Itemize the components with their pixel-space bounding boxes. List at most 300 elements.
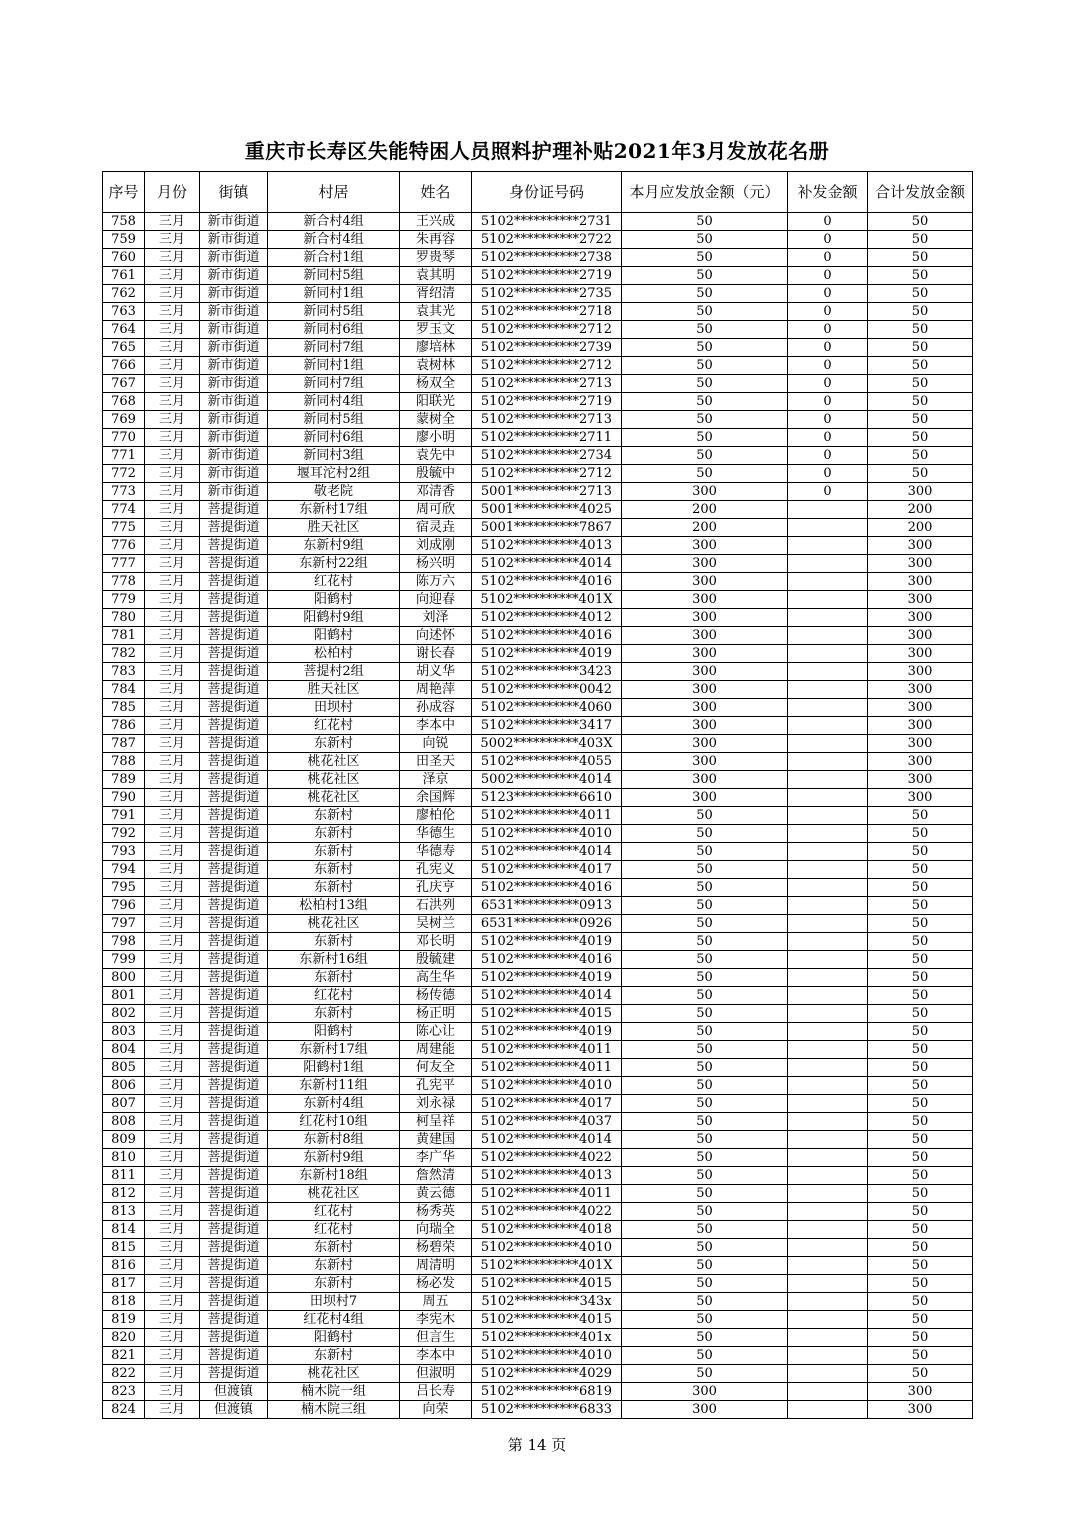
id-number-cell: 5102**********4011 [472, 1041, 622, 1059]
due-amount-cell: 50 [622, 267, 788, 285]
supplement-amount-cell [788, 1365, 868, 1383]
supplement-amount-cell [788, 987, 868, 1005]
street-cell: 菩提街道 [200, 1329, 268, 1347]
village-cell: 新同村4组 [268, 393, 400, 411]
month-cell: 三月 [145, 717, 200, 735]
street-cell: 菩提街道 [200, 1365, 268, 1383]
seq-cell: 783 [103, 663, 145, 681]
village-cell: 新合村4组 [268, 231, 400, 249]
supplement-amount-cell [788, 627, 868, 645]
header-total-amount: 合计发放金额 [868, 172, 973, 213]
due-amount-cell: 50 [622, 447, 788, 465]
total-amount-cell: 200 [868, 501, 973, 519]
total-amount-cell: 50 [868, 1257, 973, 1275]
street-cell: 菩提街道 [200, 1311, 268, 1329]
village-cell: 东新村18组 [268, 1167, 400, 1185]
supplement-amount-cell [788, 879, 868, 897]
id-number-cell: 5102**********401X [472, 1257, 622, 1275]
month-cell: 三月 [145, 375, 200, 393]
village-cell: 桃花社区 [268, 1185, 400, 1203]
id-number-cell: 5102**********2722 [472, 231, 622, 249]
supplement-amount-cell [788, 1203, 868, 1221]
table-row [103, 1329, 973, 1347]
street-cell: 新市街道 [200, 267, 268, 285]
village-cell: 红花村 [268, 1221, 400, 1239]
supplement-amount-cell [788, 825, 868, 843]
supplement-amount-cell [788, 591, 868, 609]
table-row [103, 555, 973, 573]
total-amount-cell: 50 [868, 267, 973, 285]
village-cell: 楠木院三组 [268, 1401, 400, 1419]
total-amount-cell: 50 [868, 1329, 973, 1347]
seq-cell: 788 [103, 753, 145, 771]
table-row [103, 483, 973, 501]
village-cell: 东新村 [268, 1275, 400, 1293]
supplement-amount-cell: 0 [788, 465, 868, 483]
table-row [103, 573, 973, 591]
due-amount-cell: 50 [622, 933, 788, 951]
supplement-amount-cell [788, 1293, 868, 1311]
month-cell: 三月 [145, 249, 200, 267]
total-amount-cell: 300 [868, 483, 973, 501]
month-cell: 三月 [145, 429, 200, 447]
supplement-amount-cell [788, 663, 868, 681]
total-amount-cell: 50 [868, 1275, 973, 1293]
name-cell: 孙成容 [400, 699, 472, 717]
month-cell: 三月 [145, 321, 200, 339]
name-cell: 邓长明 [400, 933, 472, 951]
name-cell: 向瑞全 [400, 1221, 472, 1239]
seq-cell: 767 [103, 375, 145, 393]
village-cell: 松柏村 [268, 645, 400, 663]
village-cell: 胜天社区 [268, 681, 400, 699]
street-cell: 新市街道 [200, 447, 268, 465]
table-row [103, 1041, 973, 1059]
seq-cell: 776 [103, 537, 145, 555]
supplement-amount-cell [788, 735, 868, 753]
street-cell: 菩提街道 [200, 861, 268, 879]
village-cell: 阳鹤村 [268, 1023, 400, 1041]
name-cell: 向荣 [400, 1401, 472, 1419]
id-number-cell: 5102**********4014 [472, 555, 622, 573]
seq-cell: 810 [103, 1149, 145, 1167]
village-cell: 桃花社区 [268, 915, 400, 933]
seq-cell: 799 [103, 951, 145, 969]
name-cell: 陈万六 [400, 573, 472, 591]
table-row [103, 1077, 973, 1095]
total-amount-cell: 50 [868, 1347, 973, 1365]
village-cell: 田坝村 [268, 699, 400, 717]
month-cell: 三月 [145, 627, 200, 645]
header-seq: 序号 [103, 172, 145, 213]
month-cell: 三月 [145, 1167, 200, 1185]
table-row [103, 231, 973, 249]
village-cell: 东新村9组 [268, 1149, 400, 1167]
village-cell: 阳鹤村9组 [268, 609, 400, 627]
seq-cell: 806 [103, 1077, 145, 1095]
id-number-cell: 5102**********3423 [472, 663, 622, 681]
month-cell: 三月 [145, 1077, 200, 1095]
name-cell: 周五 [400, 1293, 472, 1311]
month-cell: 三月 [145, 555, 200, 573]
id-number-cell: 5102**********4010 [472, 1239, 622, 1257]
street-cell: 菩提街道 [200, 1059, 268, 1077]
table-row [103, 1311, 973, 1329]
supplement-amount-cell [788, 771, 868, 789]
name-cell: 殷毓建 [400, 951, 472, 969]
id-number-cell: 5102**********4010 [472, 1347, 622, 1365]
table-row [103, 357, 973, 375]
month-cell: 三月 [145, 771, 200, 789]
due-amount-cell: 50 [622, 1311, 788, 1329]
month-cell: 三月 [145, 825, 200, 843]
street-cell: 菩提街道 [200, 789, 268, 807]
name-cell: 朱再容 [400, 231, 472, 249]
village-cell: 胜天社区 [268, 519, 400, 537]
table-row [103, 285, 973, 303]
id-number-cell: 5102**********4019 [472, 969, 622, 987]
supplement-amount-cell: 0 [788, 357, 868, 375]
due-amount-cell: 50 [622, 1293, 788, 1311]
id-number-cell: 5102**********4017 [472, 1095, 622, 1113]
street-cell: 菩提街道 [200, 699, 268, 717]
table-row [103, 645, 973, 663]
street-cell: 菩提街道 [200, 1185, 268, 1203]
seq-cell: 809 [103, 1131, 145, 1149]
total-amount-cell: 50 [868, 1095, 973, 1113]
month-cell: 三月 [145, 933, 200, 951]
due-amount-cell: 50 [622, 339, 788, 357]
due-amount-cell: 300 [622, 663, 788, 681]
seq-cell: 824 [103, 1401, 145, 1419]
street-cell: 菩提街道 [200, 771, 268, 789]
id-number-cell: 5102**********4019 [472, 645, 622, 663]
due-amount-cell: 200 [622, 519, 788, 537]
table-row [103, 807, 973, 825]
month-cell: 三月 [145, 1239, 200, 1257]
street-cell: 菩提街道 [200, 519, 268, 537]
name-cell: 何友全 [400, 1059, 472, 1077]
month-cell: 三月 [145, 537, 200, 555]
name-cell: 吕长寿 [400, 1383, 472, 1401]
supplement-amount-cell: 0 [788, 375, 868, 393]
due-amount-cell: 50 [622, 915, 788, 933]
total-amount-cell: 300 [868, 735, 973, 753]
total-amount-cell: 300 [868, 717, 973, 735]
table-row [103, 663, 973, 681]
table-row [103, 249, 973, 267]
supplement-amount-cell [788, 789, 868, 807]
id-number-cell: 5102**********2735 [472, 285, 622, 303]
id-number-cell: 6531**********0913 [472, 897, 622, 915]
village-cell: 东新村 [268, 1257, 400, 1275]
street-cell: 新市街道 [200, 429, 268, 447]
village-cell: 东新村9组 [268, 537, 400, 555]
supplement-amount-cell [788, 861, 868, 879]
id-number-cell: 5102**********2713 [472, 375, 622, 393]
due-amount-cell: 50 [622, 429, 788, 447]
supplement-amount-cell [788, 573, 868, 591]
month-cell: 三月 [145, 1203, 200, 1221]
name-cell: 李本中 [400, 1347, 472, 1365]
due-amount-cell: 300 [622, 1401, 788, 1419]
seq-cell: 763 [103, 303, 145, 321]
total-amount-cell: 300 [868, 1401, 973, 1419]
id-number-cell: 5002**********403X [472, 735, 622, 753]
supplement-amount-cell [788, 1185, 868, 1203]
table-row [103, 393, 973, 411]
supplement-amount-cell: 0 [788, 321, 868, 339]
due-amount-cell: 50 [622, 843, 788, 861]
supplement-amount-cell: 0 [788, 285, 868, 303]
name-cell: 黄建国 [400, 1131, 472, 1149]
village-cell: 东新村 [268, 825, 400, 843]
name-cell: 杨秀英 [400, 1203, 472, 1221]
street-cell: 菩提街道 [200, 1203, 268, 1221]
name-cell: 罗贵琴 [400, 249, 472, 267]
village-cell: 阳鹤村 [268, 591, 400, 609]
total-amount-cell: 50 [868, 1185, 973, 1203]
total-amount-cell: 50 [868, 1113, 973, 1131]
seq-cell: 789 [103, 771, 145, 789]
total-amount-cell: 300 [868, 1383, 973, 1401]
name-cell: 刘成刚 [400, 537, 472, 555]
supplement-amount-cell [788, 1041, 868, 1059]
seq-cell: 807 [103, 1095, 145, 1113]
seq-cell: 793 [103, 843, 145, 861]
table-row [103, 321, 973, 339]
street-cell: 菩提街道 [200, 1005, 268, 1023]
seq-cell: 792 [103, 825, 145, 843]
id-number-cell: 5102**********4055 [472, 753, 622, 771]
id-number-cell: 5102**********4013 [472, 537, 622, 555]
supplement-amount-cell [788, 1095, 868, 1113]
month-cell: 三月 [145, 753, 200, 771]
seq-cell: 771 [103, 447, 145, 465]
due-amount-cell: 300 [622, 699, 788, 717]
total-amount-cell: 50 [868, 249, 973, 267]
total-amount-cell: 300 [868, 681, 973, 699]
seq-cell: 795 [103, 879, 145, 897]
total-amount-cell: 50 [868, 1131, 973, 1149]
header-supplement-amount: 补发金额 [788, 172, 868, 213]
due-amount-cell: 50 [622, 285, 788, 303]
table-row [103, 627, 973, 645]
seq-cell: 759 [103, 231, 145, 249]
village-cell: 新同村7组 [268, 339, 400, 357]
supplement-amount-cell [788, 1023, 868, 1041]
table-row [103, 1383, 973, 1401]
table-row [103, 915, 973, 933]
supplement-amount-cell [788, 969, 868, 987]
total-amount-cell: 50 [868, 933, 973, 951]
supplement-amount-cell [788, 1221, 868, 1239]
supplement-amount-cell: 0 [788, 411, 868, 429]
street-cell: 菩提街道 [200, 663, 268, 681]
total-amount-cell: 50 [868, 303, 973, 321]
total-amount-cell: 50 [868, 825, 973, 843]
supplement-amount-cell [788, 915, 868, 933]
due-amount-cell: 50 [622, 1005, 788, 1023]
month-cell: 三月 [145, 1023, 200, 1041]
village-cell: 东新村17组 [268, 501, 400, 519]
month-cell: 三月 [145, 681, 200, 699]
village-cell: 新同村6组 [268, 429, 400, 447]
month-cell: 三月 [145, 267, 200, 285]
total-amount-cell: 50 [868, 1041, 973, 1059]
village-cell: 东新村 [268, 861, 400, 879]
id-number-cell: 5102**********4014 [472, 843, 622, 861]
village-cell: 新合村4组 [268, 213, 400, 231]
total-amount-cell: 300 [868, 609, 973, 627]
name-cell: 孔宪平 [400, 1077, 472, 1095]
id-number-cell: 5102**********4060 [472, 699, 622, 717]
village-cell: 桃花社区 [268, 771, 400, 789]
supplement-amount-cell [788, 717, 868, 735]
street-cell: 菩提街道 [200, 681, 268, 699]
id-number-cell: 5102**********401X [472, 591, 622, 609]
month-cell: 三月 [145, 483, 200, 501]
street-cell: 新市街道 [200, 375, 268, 393]
table-row [103, 825, 973, 843]
village-cell: 新同村5组 [268, 411, 400, 429]
table-row [103, 1095, 973, 1113]
name-cell: 袁其明 [400, 267, 472, 285]
month-cell: 三月 [145, 789, 200, 807]
table-row [103, 1185, 973, 1203]
id-number-cell: 5102**********4016 [472, 879, 622, 897]
village-cell: 桃花社区 [268, 1365, 400, 1383]
seq-cell: 818 [103, 1293, 145, 1311]
street-cell: 新市街道 [200, 231, 268, 249]
month-cell: 三月 [145, 807, 200, 825]
table-row [103, 537, 973, 555]
table-row [103, 1365, 973, 1383]
month-cell: 三月 [145, 861, 200, 879]
month-cell: 三月 [145, 843, 200, 861]
name-cell: 向述怀 [400, 627, 472, 645]
due-amount-cell: 50 [622, 1221, 788, 1239]
village-cell: 新同村1组 [268, 357, 400, 375]
id-number-cell: 5102**********6833 [472, 1401, 622, 1419]
seq-cell: 761 [103, 267, 145, 285]
table-row [103, 447, 973, 465]
village-cell: 田坝村7 [268, 1293, 400, 1311]
village-cell: 东新村11组 [268, 1077, 400, 1095]
table-row [103, 1347, 973, 1365]
total-amount-cell: 50 [868, 339, 973, 357]
seq-cell: 760 [103, 249, 145, 267]
seq-cell: 768 [103, 393, 145, 411]
seq-cell: 800 [103, 969, 145, 987]
total-amount-cell: 200 [868, 519, 973, 537]
table-row [103, 681, 973, 699]
id-number-cell: 5102**********4010 [472, 825, 622, 843]
id-number-cell: 5001**********2713 [472, 483, 622, 501]
seq-cell: 775 [103, 519, 145, 537]
month-cell: 三月 [145, 735, 200, 753]
due-amount-cell: 50 [622, 465, 788, 483]
village-cell: 阳鹤村 [268, 1329, 400, 1347]
header-id-number: 身份证号码 [472, 172, 622, 213]
due-amount-cell: 50 [622, 1059, 788, 1077]
due-amount-cell: 300 [622, 735, 788, 753]
id-number-cell: 5123**********6610 [472, 789, 622, 807]
due-amount-cell: 50 [622, 213, 788, 231]
name-cell: 杨碧荣 [400, 1239, 472, 1257]
id-number-cell: 5102**********4016 [472, 573, 622, 591]
month-cell: 三月 [145, 1005, 200, 1023]
due-amount-cell: 300 [622, 591, 788, 609]
id-number-cell: 5102**********2718 [472, 303, 622, 321]
village-cell: 楠木院一组 [268, 1383, 400, 1401]
id-number-cell: 5102**********2711 [472, 429, 622, 447]
page-number: 第 14 页 [507, 1436, 567, 1454]
month-cell: 三月 [145, 609, 200, 627]
seq-cell: 820 [103, 1329, 145, 1347]
seq-cell: 781 [103, 627, 145, 645]
id-number-cell: 5102**********4013 [472, 1167, 622, 1185]
due-amount-cell: 50 [622, 969, 788, 987]
seq-cell: 773 [103, 483, 145, 501]
supplement-amount-cell [788, 1329, 868, 1347]
month-cell: 三月 [145, 1041, 200, 1059]
name-cell: 殷毓中 [400, 465, 472, 483]
name-cell: 宿灵垚 [400, 519, 472, 537]
name-cell: 廖柏伦 [400, 807, 472, 825]
table-row [103, 519, 973, 537]
id-number-cell: 5102**********2713 [472, 411, 622, 429]
due-amount-cell: 50 [622, 357, 788, 375]
due-amount-cell: 50 [622, 879, 788, 897]
name-cell: 向迎春 [400, 591, 472, 609]
month-cell: 三月 [145, 1329, 200, 1347]
due-amount-cell: 50 [622, 825, 788, 843]
due-amount-cell: 50 [622, 1347, 788, 1365]
name-cell: 李宪木 [400, 1311, 472, 1329]
village-cell: 东新村 [268, 1005, 400, 1023]
month-cell: 三月 [145, 213, 200, 231]
seq-cell: 790 [103, 789, 145, 807]
total-amount-cell: 50 [868, 285, 973, 303]
total-amount-cell: 50 [868, 231, 973, 249]
header-name: 姓名 [400, 172, 472, 213]
village-cell: 东新村17组 [268, 1041, 400, 1059]
name-cell: 袁树林 [400, 357, 472, 375]
table-row [103, 375, 973, 393]
village-cell: 菩提村2组 [268, 663, 400, 681]
supplement-amount-cell [788, 555, 868, 573]
id-number-cell: 5102**********4015 [472, 1275, 622, 1293]
total-amount-cell: 50 [868, 843, 973, 861]
name-cell: 向锐 [400, 735, 472, 753]
id-number-cell: 5001**********4025 [472, 501, 622, 519]
total-amount-cell: 300 [868, 753, 973, 771]
name-cell: 黄云德 [400, 1185, 472, 1203]
name-cell: 廖小明 [400, 429, 472, 447]
total-amount-cell: 300 [868, 627, 973, 645]
seq-cell: 785 [103, 699, 145, 717]
id-number-cell: 5001**********7867 [472, 519, 622, 537]
month-cell: 三月 [145, 339, 200, 357]
supplement-amount-cell [788, 645, 868, 663]
total-amount-cell: 50 [868, 1203, 973, 1221]
supplement-amount-cell [788, 519, 868, 537]
total-amount-cell: 50 [868, 393, 973, 411]
name-cell: 詹然清 [400, 1167, 472, 1185]
street-cell: 菩提街道 [200, 501, 268, 519]
street-cell: 菩提街道 [200, 1113, 268, 1131]
